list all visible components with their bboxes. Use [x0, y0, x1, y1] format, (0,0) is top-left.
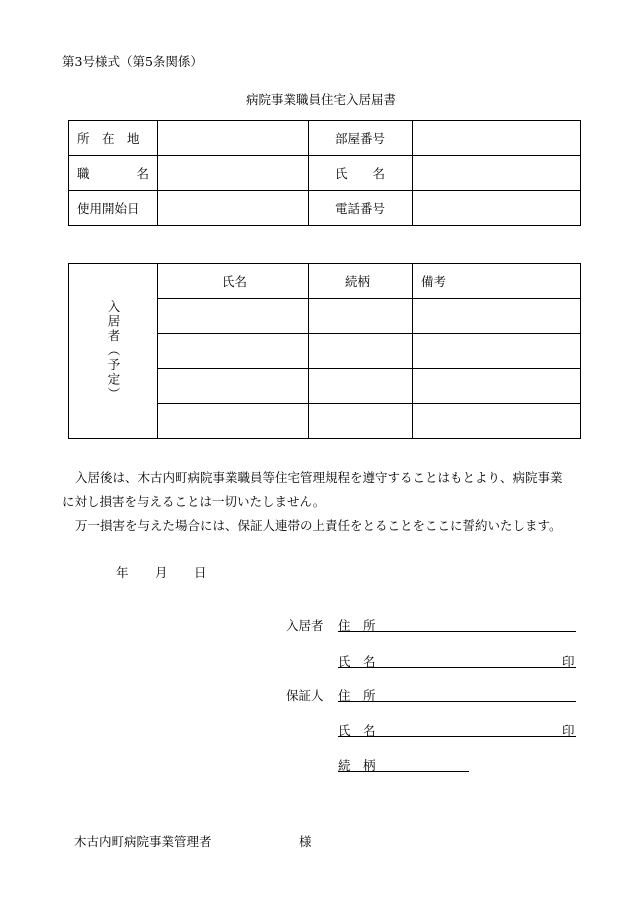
date-month: 月	[155, 565, 168, 580]
resident-name-cell[interactable]	[158, 404, 309, 439]
addressee-title: 木古内町病院事業管理者	[74, 834, 212, 849]
room-number-field[interactable]	[413, 121, 581, 156]
guarantor-name-label: 氏 名	[338, 723, 376, 738]
relation-line[interactable]	[338, 771, 469, 772]
resident-name-line[interactable]	[338, 667, 576, 668]
guarantor-sign-label: 保証人	[286, 688, 324, 703]
header-remarks: 備考	[413, 264, 581, 299]
resident-relation-cell[interactable]	[309, 404, 413, 439]
resident-remarks-cell[interactable]	[413, 299, 581, 334]
resident-side-label: 入居者（予定）	[69, 264, 158, 439]
resident-remarks-cell[interactable]	[413, 404, 581, 439]
resident-sign-label: 入居者	[286, 618, 324, 633]
resident-seal: 印	[562, 654, 575, 669]
position-label: 職 名	[69, 156, 158, 191]
resident-name-label: 氏 名	[338, 654, 376, 669]
guarantor-name-line[interactable]	[338, 736, 576, 737]
resident-remarks-cell[interactable]	[413, 369, 581, 404]
room-number-label: 部屋番号	[309, 121, 413, 156]
relation-label: 続 柄	[338, 758, 376, 773]
location-label: 所 在 地	[69, 121, 158, 156]
resident-name-cell[interactable]	[158, 369, 309, 404]
location-field[interactable]	[158, 121, 309, 156]
header-name: 氏名	[158, 264, 309, 299]
phone-field[interactable]	[413, 191, 581, 226]
pledge-line-3: 万一損害を与えた場合には、保証人連帯の上責任をとることをここに誓約いたします。	[75, 518, 562, 533]
date-day: 日	[194, 565, 207, 580]
position-field[interactable]	[158, 156, 309, 191]
name-label: 氏 名	[309, 156, 413, 191]
resident-address-label: 住 所	[338, 618, 376, 633]
document-title: 病院事業職員住宅入居届書	[246, 92, 397, 107]
resident-name-cell[interactable]	[158, 299, 309, 334]
resident-table	[68, 263, 581, 439]
start-date-label: 使用開始日	[69, 191, 158, 226]
resident-remarks-cell[interactable]	[413, 334, 581, 369]
resident-relation-cell[interactable]	[309, 369, 413, 404]
name-field[interactable]	[413, 156, 581, 191]
info-table	[68, 120, 581, 226]
pledge-line-2: に対し損害を与えることは一切いたしません。	[62, 494, 326, 509]
guarantor-address-line[interactable]	[338, 701, 576, 702]
pledge-text	[62, 466, 592, 538]
phone-label: 電話番号	[309, 191, 413, 226]
start-date-field[interactable]	[158, 191, 309, 226]
addressee-honorific: 様	[299, 834, 312, 849]
header-relation: 続柄	[309, 264, 413, 299]
guarantor-address-label: 住 所	[338, 688, 376, 703]
resident-name-cell[interactable]	[158, 334, 309, 369]
resident-relation-cell[interactable]	[309, 299, 413, 334]
guarantor-seal: 印	[562, 723, 575, 738]
form-number: 第3号様式（第5条関係）	[62, 54, 203, 69]
resident-relation-cell[interactable]	[309, 334, 413, 369]
date-year: 年	[116, 565, 129, 580]
resident-address-line[interactable]	[338, 631, 576, 632]
pledge-line-1: 入居後は、木古内町病院事業職員等住宅管理規程を遵守することはもとより、病院事業	[75, 470, 563, 485]
